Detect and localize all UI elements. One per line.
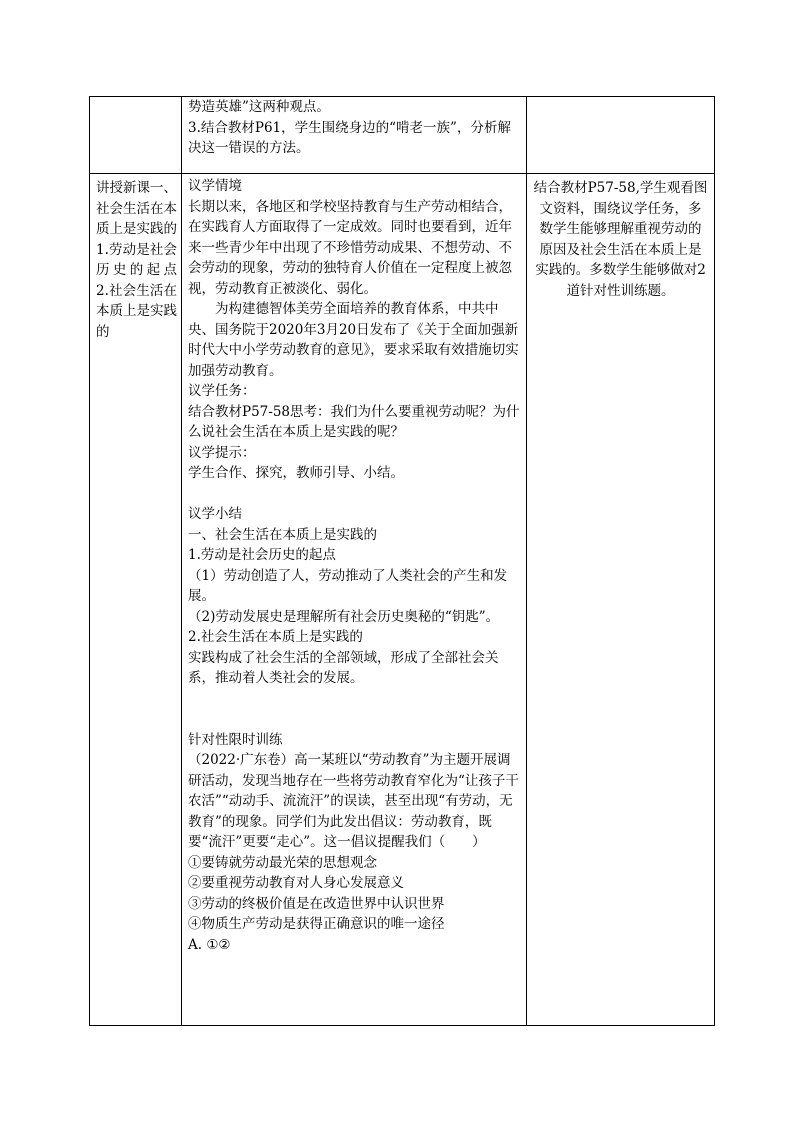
option-4: ④物质生产劳动是获得正确意识的唯一途径 <box>188 916 445 932</box>
summary-heading-1: 一、社会生活在本质上是实践的 <box>188 526 377 543</box>
task-title: 议学任务： <box>188 383 256 399</box>
lesson-plan-table <box>89 96 715 1026</box>
option-1: ①要铸就劳动最光荣的思想观念 <box>188 854 377 871</box>
outcome-cell <box>527 174 715 1026</box>
option-2: ②要重视劳动教育对人身心发展意义 <box>188 875 404 891</box>
summary-item-2: （2)劳动发展史是理解所有社会历史奥秘的“钥匙”。 <box>188 608 500 625</box>
summary-item-1: （1）劳动创造了人，劳动推动了人类社会的产生和发展。 <box>188 567 508 604</box>
situation-paragraph-1: 长期以来，各地区和学校坚持教育与生产劳动相结合，在实践育人方面取得了一定成效。同时也要看到，近年来一些青少年中出现了不珍惜劳动成果、不想劳动、不会劳动的现象，劳动的独特育人价值在一定程度上被忽视，劳动教育正被淡化、弱化。 <box>188 198 512 297</box>
row1-stage-cell <box>90 97 182 174</box>
summary-paragraph: 实践构成了社会生活的全部领域，形成了全部社会关系，推动着人类社会的发展。 <box>188 649 499 686</box>
hint-text: 学生合作、探究，教师引导、小结。 <box>188 465 404 481</box>
summary-heading-3: 2.社会生活在本质上是实践的 <box>188 629 363 645</box>
option-3: ③劳动的终极价值是在改造世界中认识世界 <box>188 895 445 912</box>
table-row <box>90 97 715 174</box>
stage-cell <box>90 174 182 1026</box>
training-title: 针对性限时训练 <box>188 731 283 748</box>
task-text: 结合教材P57-58思考：我们为什么要重视劳动呢？为什么说社会生活在本质上是实践的呢？ <box>188 403 520 440</box>
situation-title: 议学情境 <box>188 178 242 194</box>
situation-paragraph-2: 为构建德智体美劳全面培养的教育体系，中共中央、国务院于2020年3月20日发布了《关于全面加强新时代大中小学劳动教育的意见》，要求采取有效措施切实加强劳动教育。 <box>188 301 519 379</box>
question-stem: （2022·广东卷）高一某班以“劳动教育”为主题开展调研活动，发现当地存在一些将劳动教育窄化为“让孩子干农活”“动动手、流流汗”的误读，甚至出现“有劳动，无教育”的现象。同学们为此发出倡议：劳动教育，既要“流汗”更要“走心”。这一倡议提醒我们（ ） <box>188 752 519 850</box>
row1-content-cell <box>182 97 527 174</box>
content-cell <box>182 174 527 1026</box>
outcome-text: 结合教材P57-58,学生观看图文资料，围绕议学任务，多数学生能够理解重视劳动的原因及社会生活在本质上是实践的。多数学生能够做对2道针对性训练题。 <box>533 180 708 299</box>
stage-text: 讲授新课一、社会生活在本质上是实践的 1.劳动是社会历史的起点 2.社会生活在本质上是实践的 <box>96 180 177 340</box>
hint-title: 议学提示： <box>188 444 256 461</box>
row1-line-2: 3.结合教材P61，学生围绕身边的“啃老一族”，分析解决这一错误的方法。 <box>188 119 511 156</box>
summary-heading-2: 1.劳动是社会历史的起点 <box>188 547 336 563</box>
answer-choice-a: A. ①② <box>188 936 231 953</box>
table-row <box>90 174 715 1026</box>
summary-title: 议学小结 <box>188 506 242 522</box>
row1-outcome-cell <box>527 97 715 174</box>
row1-line-1: 势造英雄”这两种观点。 <box>188 99 330 115</box>
